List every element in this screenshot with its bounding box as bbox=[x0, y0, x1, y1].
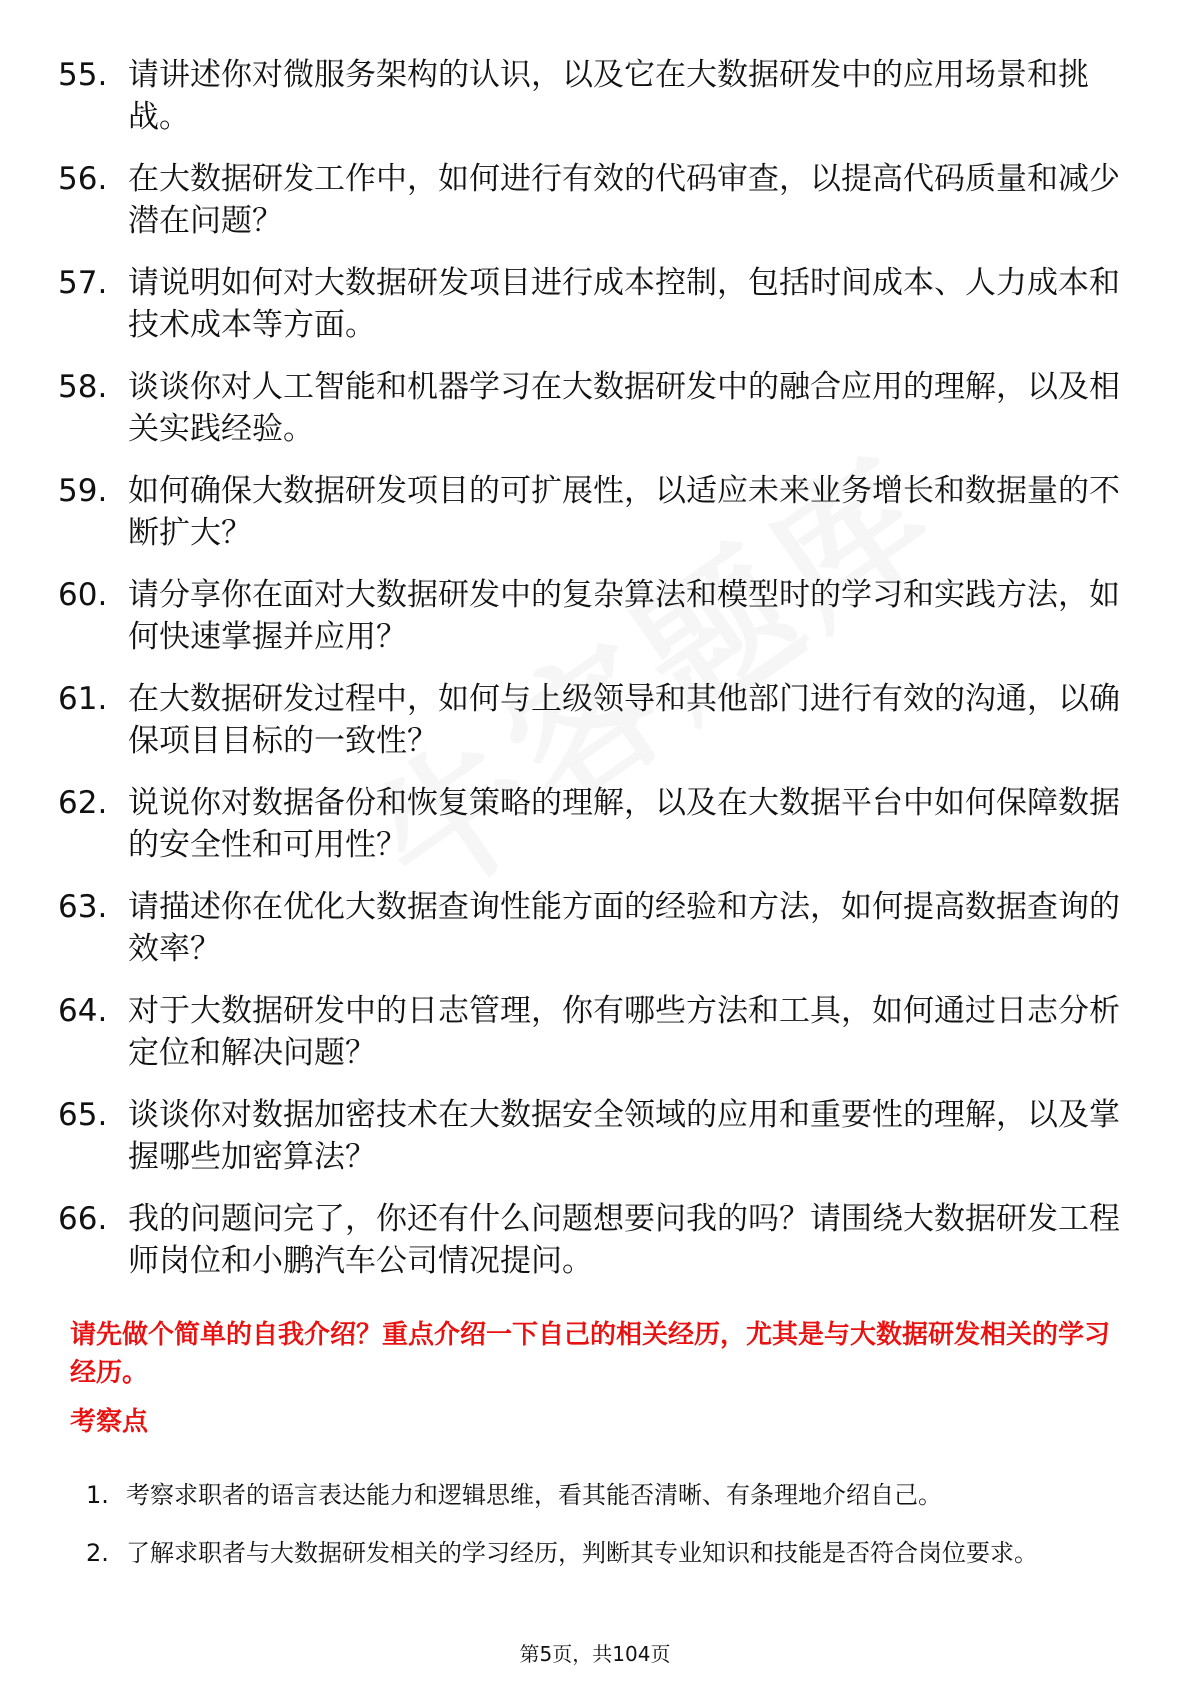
assessment-points-list bbox=[86, 1466, 1126, 1582]
question-item bbox=[58, 886, 1138, 990]
question-number: 59. bbox=[58, 473, 108, 509]
question-number: 60. bbox=[58, 577, 108, 613]
question-text: 请讲述你对微服务架构的认识，以及它在大数据研发中的应用场景和挑战。 bbox=[128, 57, 1089, 135]
assessment-point bbox=[86, 1466, 1126, 1524]
question-number: 57. bbox=[58, 265, 108, 301]
question-item bbox=[58, 470, 1138, 574]
question-number: 63. bbox=[58, 889, 108, 925]
question-item bbox=[58, 678, 1138, 782]
highlight-question: 请先做个简单的自我介绍？重点介绍一下自己的相关经历，尤其是与大数据研发相关的学习经历。 bbox=[70, 1320, 1111, 1388]
question-text: 在大数据研发工作中，如何进行有效的代码审查，以提高代码质量和减少潜在问题？ bbox=[128, 161, 1120, 239]
question-item bbox=[58, 782, 1138, 886]
question-text: 请说明如何对大数据研发项目进行成本控制，包括时间成本、人力成本和技术成本等方面。 bbox=[128, 265, 1120, 343]
question-item bbox=[58, 54, 1138, 158]
question-text: 如何确保大数据研发项目的可扩展性，以适应未来业务增长和数据量的不断扩大？ bbox=[128, 473, 1120, 551]
assessment-point bbox=[86, 1524, 1126, 1582]
question-text: 说说你对数据备份和恢复策略的理解，以及在大数据平台中如何保障数据的安全性和可用性？ bbox=[128, 785, 1120, 863]
question-list bbox=[58, 54, 1138, 1302]
question-text: 请分享你在面对大数据研发中的复杂算法和模型时的学习和实践方法，如何快速掌握并应用？ bbox=[128, 577, 1120, 655]
point-number: 1. bbox=[86, 1481, 109, 1509]
point-number: 2. bbox=[86, 1539, 109, 1567]
question-number: 65. bbox=[58, 1097, 108, 1133]
question-text: 请描述你在优化大数据查询性能方面的经验和方法，如何提高数据查询的效率？ bbox=[128, 889, 1120, 967]
section-heading: 考察点 bbox=[70, 1407, 149, 1437]
question-item bbox=[58, 1094, 1138, 1198]
question-item bbox=[58, 990, 1138, 1094]
question-text: 对于大数据研发中的日志管理，你有哪些方法和工具，如何通过日志分析定位和解决问题？ bbox=[128, 993, 1120, 1071]
question-number: 55. bbox=[58, 57, 108, 93]
question-number: 61. bbox=[58, 681, 108, 717]
question-text: 我的问题问完了，你还有什么问题想要问我的吗？请围绕大数据研发工程师岗位和小鹏汽车公司情况提问。 bbox=[128, 1201, 1120, 1279]
point-text: 了解求职者与大数据研发相关的学习经历，判断其专业知识和技能是否符合岗位要求。 bbox=[126, 1539, 1038, 1567]
question-number: 62. bbox=[58, 785, 108, 821]
page-footer: 第5页，共104页 bbox=[519, 1642, 671, 1666]
question-number: 58. bbox=[58, 369, 108, 405]
point-text: 考察求职者的语言表达能力和逻辑思维，看其能否清晰、有条理地介绍自己。 bbox=[126, 1481, 942, 1509]
question-text: 在大数据研发过程中，如何与上级领导和其他部门进行有效的沟通，以确保项目目标的一致性？ bbox=[128, 681, 1120, 759]
question-item bbox=[58, 1198, 1138, 1302]
question-item bbox=[58, 262, 1138, 366]
question-number: 66. bbox=[58, 1201, 108, 1237]
question-text: 谈谈你对数据加密技术在大数据安全领域的应用和重要性的理解，以及掌握哪些加密算法？ bbox=[128, 1097, 1120, 1175]
question-item bbox=[58, 574, 1138, 678]
question-item bbox=[58, 366, 1138, 470]
question-number: 56. bbox=[58, 161, 108, 197]
question-number: 64. bbox=[58, 993, 108, 1029]
question-text: 谈谈你对人工智能和机器学习在大数据研发中的融合应用的理解，以及相关实践经验。 bbox=[128, 369, 1120, 447]
question-item bbox=[58, 158, 1138, 262]
